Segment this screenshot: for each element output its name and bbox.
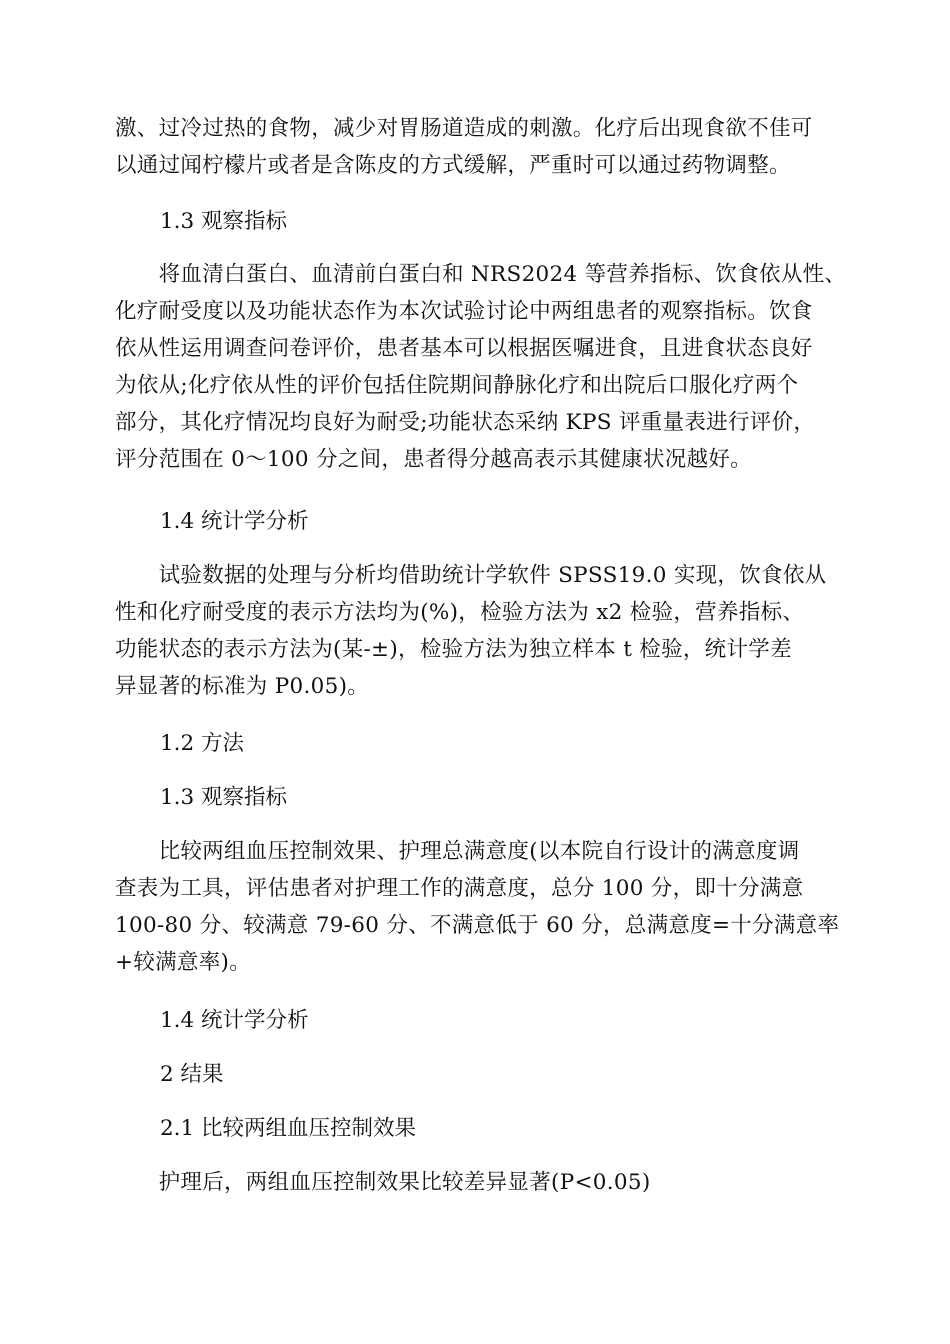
text-line: 异显著的标准为 P0.05)。	[115, 674, 370, 699]
paragraph-results	[115, 1164, 831, 1201]
text-line: 功能状态的表示方法为(某-±)，检验方法为独立样本 t 检验，统计学差	[115, 637, 792, 662]
section-heading-1-3-second: 1.3 观察指标	[160, 785, 288, 810]
text-line: 护理后，两组血压控制效果比较差异显著(P<0.05)	[115, 1170, 651, 1195]
section-heading-1-4-second: 1.4 统计学分析	[160, 1008, 309, 1033]
paragraph-comparison	[115, 833, 840, 981]
text-line: 查表为工具，评估患者对护理工作的满意度，总分 100 分，即十分满意	[115, 876, 804, 901]
text-line: 性和化疗耐受度的表示方法均为(%)，检验方法为 x2 检验，营养指标、	[115, 600, 805, 625]
section-heading-2: 2 结果	[160, 1062, 224, 1087]
text-line: 为依从;化疗依从性的评价包括住院期间静脉化疗和出院后口服化疗两个	[115, 373, 799, 398]
section-heading-1-3: 1.3 观察指标	[160, 209, 288, 234]
text-line: +较满意率)。	[115, 950, 252, 975]
paragraph-observation-indicators	[115, 256, 847, 478]
text-line: 100-80 分、较满意 79-60 分、不满意低于 60 分，总满意度=十分满意率	[115, 913, 840, 938]
section-heading-1-2: 1.2 方法	[160, 731, 245, 756]
text-line: 试验数据的处理与分析均借助统计学软件 SPSS19.0 实现，饮食依从	[115, 563, 827, 588]
section-heading-2-1: 2.1 比较两组血压控制效果	[160, 1116, 417, 1141]
section-heading-1-4: 1.4 统计学分析	[160, 509, 309, 534]
text-line: 化疗耐受度以及功能状态作为本次试验讨论中两组患者的观察指标。饮食	[115, 299, 813, 324]
paragraph-statistical-analysis	[115, 557, 831, 705]
text-line: 比较两组血压控制效果、护理总满意度(以本院自行设计的满意度调	[115, 839, 800, 864]
text-line: 激、过冷过热的食物，减少对胃肠道造成的刺激。化疗后出现食欲不佳可	[115, 116, 813, 141]
text-line: 评分范围在 0～100 分之间，患者得分越高表示其健康状况越好。	[115, 447, 752, 472]
text-line: 依从性运用调查问卷评价，患者基本可以根据医嘱进食，且进食状态良好	[115, 336, 813, 361]
paragraph-diet-advice	[115, 110, 831, 184]
text-line: 部分，其化疗情况均良好为耐受;功能状态采纳 KPS 评重量表进行评价，	[115, 410, 816, 435]
text-line: 以通过闻柠檬片或者是含陈皮的方式缓解，严重时可以通过药物调整。	[115, 153, 791, 178]
text-line: 将血清白蛋白、血清前白蛋白和 NRS2024 等营养指标、饮食依从性、	[115, 262, 847, 287]
